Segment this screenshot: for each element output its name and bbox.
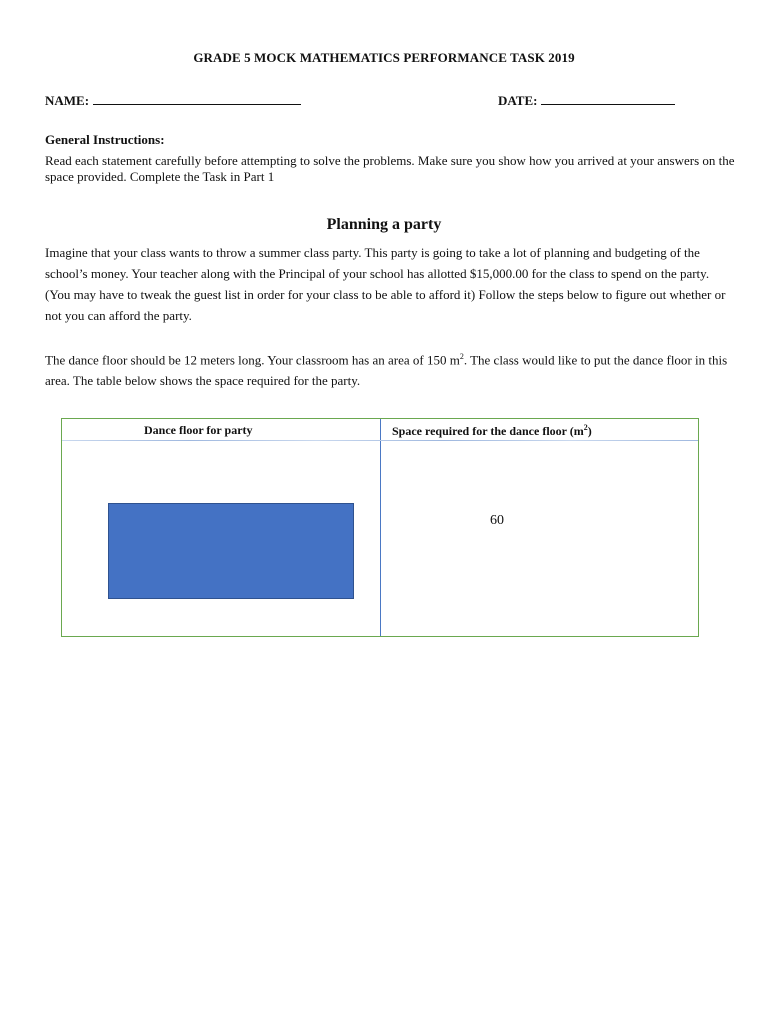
date-label: DATE: xyxy=(498,93,538,108)
col-header-space-required xyxy=(392,423,592,439)
dance-text-part-2: . The class would like to put the dance floor in this area. The table below shows the space required for the party. xyxy=(45,352,728,389)
dance-floor-paragraph xyxy=(45,346,735,391)
space-required-value: 60 xyxy=(490,513,504,528)
col-header-space-text: Space required for the dance floor (m xyxy=(392,424,584,438)
page-title: GRADE 5 MOCK MATHEMATICS PERFORMANCE TASK 2019 xyxy=(193,50,575,65)
dance-text-part-1: The dance floor should be 12 meters long. Your classroom has an area of 150 m xyxy=(45,352,460,368)
date-field xyxy=(498,92,675,109)
name-blank-line[interactable] xyxy=(93,92,301,105)
party-table xyxy=(61,418,699,637)
intro-paragraph: Imagine that your class wants to throw a summer class party. This party is going to take a lot of planning and budgeting of the school’s money. Your teacher along with the Principal of your school has allotted $15,000.00 for the class to spend on the party. (You may have to tweak the guest list in order for your class to be able to afford it) Follow the steps below to figure out whether or not you can afford the party. xyxy=(45,245,726,323)
date-blank-line[interactable] xyxy=(541,92,675,105)
header-rule xyxy=(62,440,698,441)
col-header-dance-floor: Dance floor for party xyxy=(144,423,253,437)
instructions-text: Read each statement carefully before attempting to solve the problems. Make sure you show how you arrived at your answers on the space provided. Complete the Task in Part 1 xyxy=(45,153,735,184)
col-header-close: ) xyxy=(587,424,592,438)
dance-text-superscript: 2 xyxy=(459,352,464,361)
instructions-heading: General Instructions: xyxy=(45,132,165,147)
column-divider xyxy=(380,419,381,636)
section-heading: Planning a party xyxy=(326,216,442,233)
name-field xyxy=(45,92,301,109)
name-label: NAME: xyxy=(45,93,90,108)
col-header-superscript: 2 xyxy=(583,423,588,432)
dance-floor-rectangle xyxy=(108,503,354,599)
